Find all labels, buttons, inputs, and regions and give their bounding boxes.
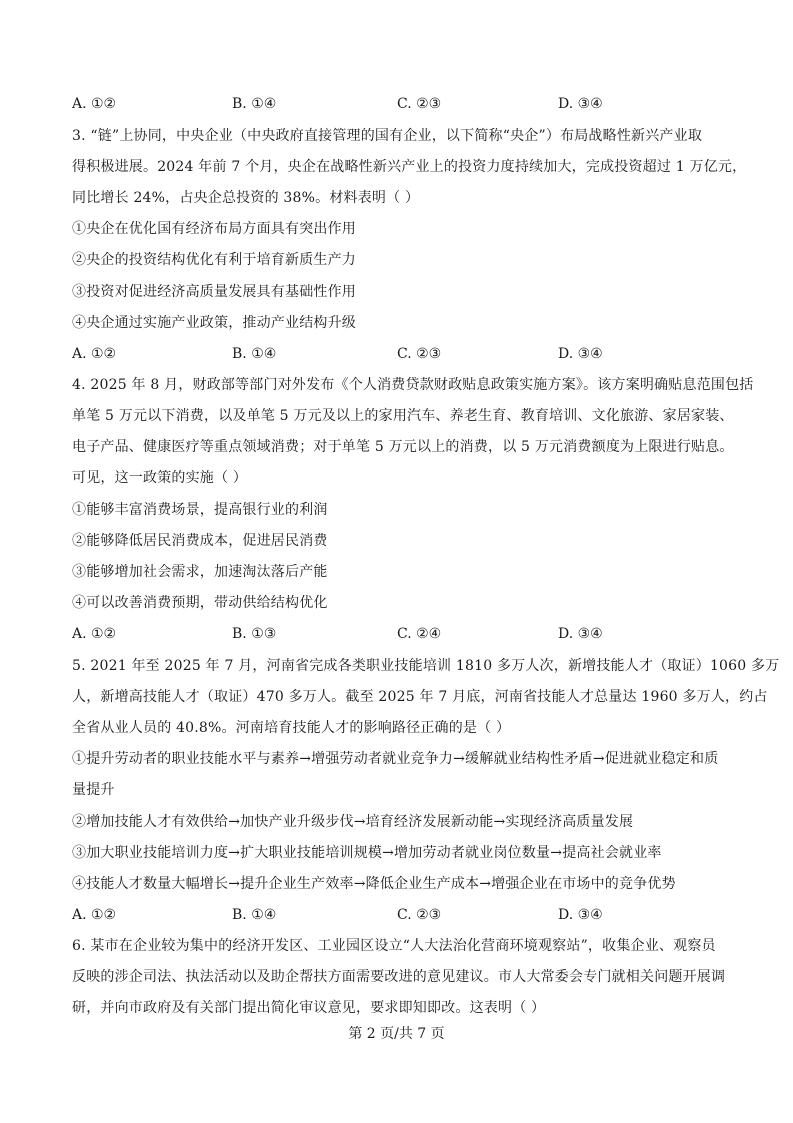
q3-stem-line: 同比增长 24%，占央企总投资的 38%。材料表明（ ） <box>72 190 420 206</box>
option-d: D. ③④ <box>558 96 603 112</box>
q3-choice-1: ①央企在优化国有经济布局方面具有突出作用 <box>72 221 356 237</box>
q3-stem-line: 得积极进展。2024 年前 7 个月，央企在战略性新兴产业上的投资力度持续加大，完成投资超过 1 万亿元， <box>72 159 747 175</box>
option-d: D. ③④ <box>558 907 603 923</box>
option-a: A. ①② <box>72 96 117 112</box>
q4-choice-3: ③能够增加社会需求，加速淘汰落后产能 <box>72 564 328 580</box>
q6-stem-line: 研，并向市政府及有关部门提出简化审议意见，要求即知即改。这表明（ ） <box>72 1000 546 1016</box>
q6-stem-line: 反映的涉企司法、执法活动以及助企帮扶方面需要改进的意见建议。市人大常委会专门就相关问题开展调 <box>72 969 726 985</box>
q4-choice-1: ①能够丰富消费场景，提高银行业的利润 <box>72 502 328 518</box>
option-d: D. ③④ <box>558 626 603 642</box>
q4-stem-line: 4. 2025 年 8 月，财政部等部门对外发布《个人消费贷款财政贴息政策实施方案》。该方案明确贴息范围包括 <box>72 377 754 393</box>
q5-choice-1-cont: 量提升 <box>72 782 115 798</box>
q5-stem-line: 5. 2021 年至 2025 年 7 月，河南省完成各类职业技能培训 1810 多万人次，新增技能人才（取证）1060 多万 <box>72 658 780 674</box>
option-a: A. ①② <box>72 626 117 642</box>
page-number: 第 2 页/共 7 页 <box>348 1026 445 1042</box>
option-b: B. ①④ <box>232 346 277 362</box>
q3-choice-4: ④央企通过实施产业政策，推动产业结构升级 <box>72 315 356 331</box>
q5-options <box>72 905 724 925</box>
option-b: B. ①④ <box>232 907 277 923</box>
q4-stem-line: 电子产品、健康医疗等重点领域消费；对于单笔 5 万元以上的消费，以 5 万元消费额度为上限进行贴息。 <box>72 439 734 455</box>
q6-stem-line: 6. 某市在企业较为集中的经济开发区、工业园区设立“人大法治化营商环境观察站”，收集企业、观察员 <box>72 938 716 954</box>
option-d: D. ③④ <box>558 346 603 362</box>
option-b: B. ①③ <box>232 626 277 642</box>
q5-choice-3: ③加大职业技能培训力度→扩大职业技能培训规模→增加劳动者就业岗位数量→提高社会就业率 <box>72 845 662 861</box>
option-a: A. ①② <box>72 346 117 362</box>
q4-choice-4: ④可以改善消费预期，带动供给结构优化 <box>72 595 328 611</box>
q4-stem-line: 可见，这一政策的实施（ ） <box>72 470 248 486</box>
q3-stem-line: 3. “链”上协同，中央企业（中央政府直接管理的国有企业，以下简称“央企”）布局战略性新兴产业取 <box>72 128 703 144</box>
option-a: A. ①② <box>72 907 117 923</box>
option-c: C. ②③ <box>397 96 442 112</box>
q5-choice-2: ②增加技能人才有效供给→加快产业升级步伐→培育经济发展新动能→实现经济高质量发展 <box>72 814 634 830</box>
q3-choice-3: ③投资对促进经济高质量发展具有基础性作用 <box>72 284 356 300</box>
q5-choice-4: ④技能人才数量大幅增长→提升企业生产效率→降低企业生产成本→增强企业在市场中的竞争优势 <box>72 876 676 892</box>
option-c: C. ②③ <box>397 346 442 362</box>
q4-choice-2: ②能够降低居民消费成本，促进居民消费 <box>72 533 328 549</box>
option-c: C. ②③ <box>397 907 442 923</box>
option-c: C. ②④ <box>397 626 442 642</box>
q3-options <box>72 344 724 364</box>
option-b: B. ①④ <box>232 96 277 112</box>
q2-options <box>72 94 724 114</box>
q4-stem-line: 单笔 5 万元以下消费，以及单笔 5 万元及以上的家用汽车、养老生育、教育培训、文化旅游、家居家装、 <box>72 408 734 424</box>
q4-options <box>72 624 724 644</box>
q5-stem-line: 人，新增高技能人才（取证）470 多万人。截至 2025 年 7 月底，河南省技能人才总量达 1960 多万人，约占 <box>72 689 768 705</box>
q5-choice-1: ①提升劳动者的职业技能水平与素养→增强劳动者就业竞争力→缓解就业结构性矛盾→促进就业稳定和质 <box>72 751 719 767</box>
q3-choice-2: ②央企的投资结构优化有利于培育新质生产力 <box>72 252 356 268</box>
q5-stem-line: 全省从业人员的 40.8%。河南培育技能人才的影响路径正确的是（ ） <box>72 720 511 736</box>
